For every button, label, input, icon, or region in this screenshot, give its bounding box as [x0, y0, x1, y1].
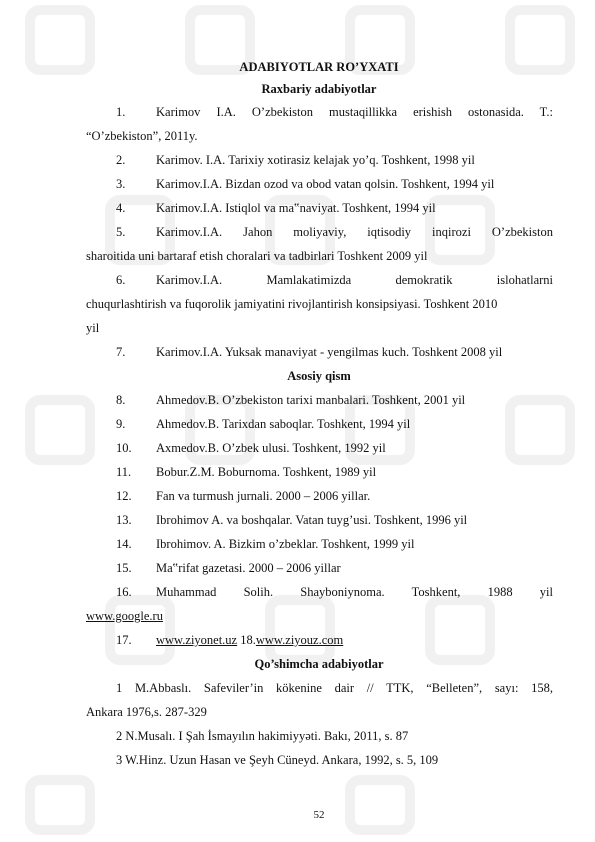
page-number: 52	[313, 809, 325, 821]
item-number: 1.	[116, 105, 126, 119]
item-text: Karimov I.A. O’zbekiston mustaqillikka erishish ostonasida. T.:	[156, 105, 553, 119]
extra-item: 3 W.Hinz. Uzun Hasan ve Şeyh Cüneyd. Ankara, 1992, s. 5, 109	[116, 753, 439, 767]
link-ziyonet[interactable]: www.ziyonet.uz	[156, 633, 238, 647]
link-google[interactable]: www.google.ru	[86, 609, 163, 623]
extra-item: 2 N.Musalı. I Şah İsmayılın hakimiyyəti. Bakı, 2011, s. 87	[116, 729, 409, 743]
document-page: ADABIYOTLAR RO’YXATI Raxbariy adabiyotlar 1. Karimov I.A. O’zbekiston mustaqillikka erishish ostonasida. T.: “O’zbekiston”, 2011y. 2. Karimov. I.A. Tarixiy xotirasiz kelajak yo’q. Toshkent, 1998 yil 3. Karimov.I.A. Bizdan ozod va obod vatan qolsin. Toshkent, 1994 yil 4. Karimov.I.A. Istiqlol va ma‟naviyat. Toshkent, 1994 yil 5. Karimov.I.A. Jahon moliyaviy, iqtisodiy inqirozi O’zbekiston sharoitida uni bartaraf etish choralari va tadbirlari Toshkent 2009 yil 6. Karimov.I.A. Mamlakatimizda demokratik islohatlarni chuqurlashtirish va fuqorolik jamiyatini rivojlantirish konsipsiyasi. Toshkent 2010 yil 7. Karimov.I.A. Yuksak manaviyat - yengilmas kuch. Toshkent 2008 yil Asosiy qism 8. Ahmedov.B. O’zbekiston tarixi manbalari. Toshkent, 2001 yil 9. Ahmedov.B. Tarixdan saboqlar. Toshkent, 1994 yil 10. Axmedov.B. O’zbek ulusi. Toshkent, 1992 yil 11. Bobur.Z.M. Boburnoma. Toshkent, 1989 yil 12. Fan va turmush jurnali. 2000 – 2006 yillar. 13. Ibrohimov A. va boshqalar. Vatan tuyg’usi. Toshkent, 1996 yil 14. Ibrohimov. A. Bizkim o’zbeklar. Toshkent, 1999 yil 15. Ma‟rifat gazetasi. 2000 – 2006 yillar 16. Muhammad Solih. Shayboniynoma. Toshkent, 1988 yil www.google.ru 17. www.ziyonet.uz 18.www.ziyouz.com Qo’shimcha adabiyotlar 1 M.Abbaslı. Safeviler’in kökenine dair // TTK, “Belleten”, sayı: 158, Ankara 1976,s. 287-329 2 N.Musalı. I Şah İsmayılın hakimiyyəti. Bakı, 2011, s. 87 3 W.Hinz. Uzun Hasan ve Şeyh Cüneyd. Ankara, 1992, s. 5, 109 52	[0, 0, 595, 842]
section-heading-main: Asosiy qism	[287, 369, 351, 383]
link-ziyouz[interactable]: www.ziyouz.com	[255, 633, 344, 647]
section-heading-leading: Raxbariy adabiyotlar	[261, 82, 377, 96]
extra-item: 1 M.Abbaslı. Safeviler’in kökenine dair // TTK, “Belleten”, sayı: 158,	[116, 681, 553, 695]
section-heading-additional: Qo’shimcha adabiyotlar	[254, 657, 384, 671]
page-title: ADABIYOTLAR RO’YXATI	[239, 60, 399, 74]
